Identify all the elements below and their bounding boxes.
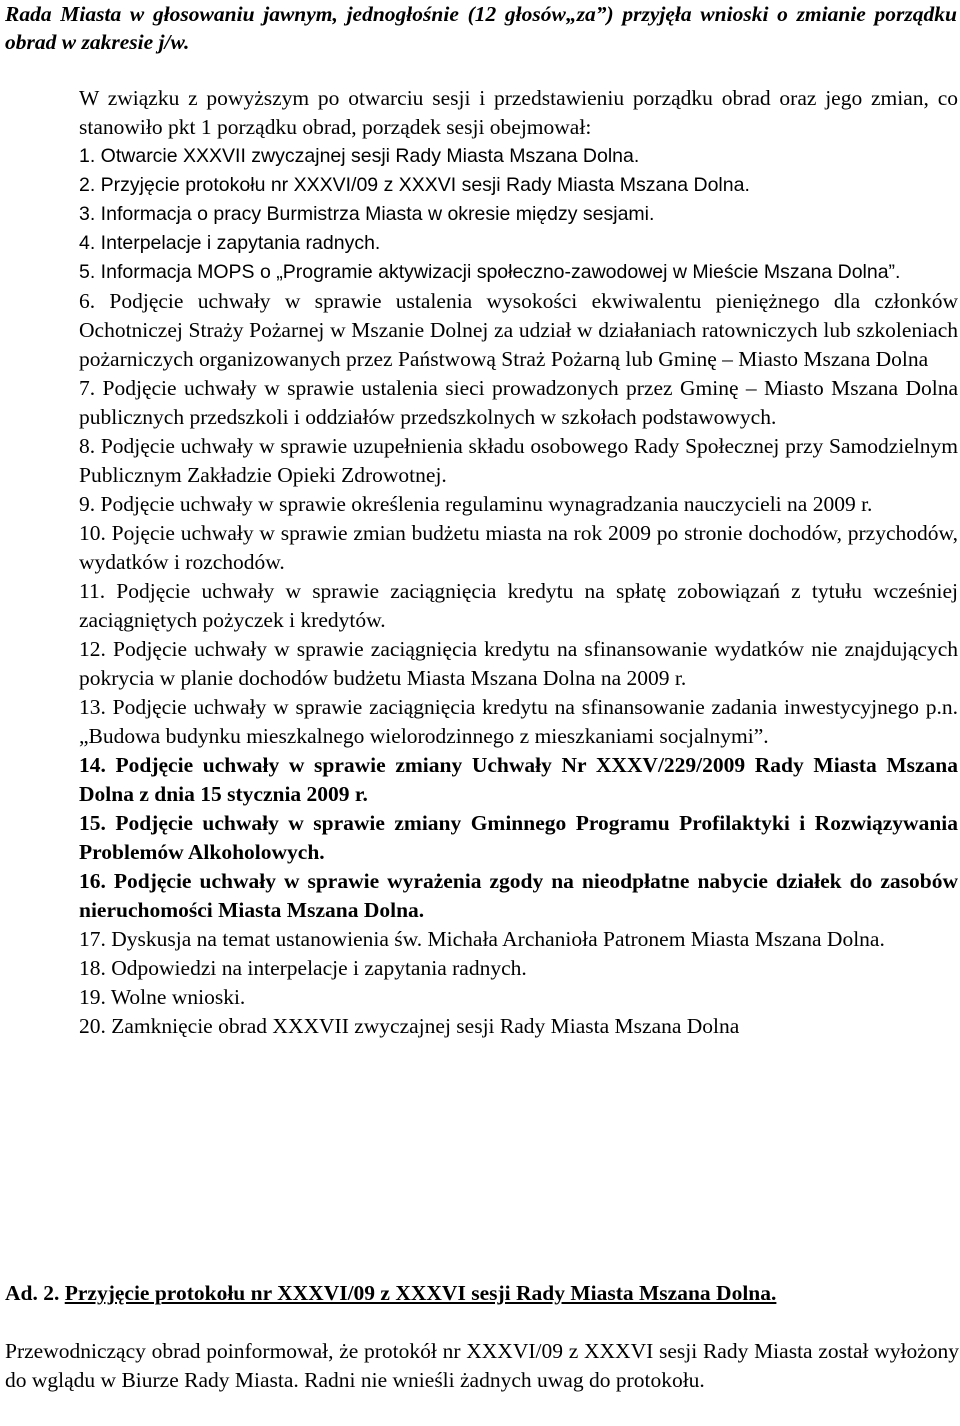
agenda-item: 7. Podjęcie uchwały w sprawie ustalenia sieci prowadzonych przez Gminę – Miasto Mszana Dolna publicznych przedszkoli i oddziałów przedszkolnych w szkołach podstawowych. bbox=[79, 376, 958, 429]
agenda-item: 10. Pojęcie uchwały w sprawie zmian budżetu miasta na rok 2009 po stronie dochodów, przychodów, wydatków i rozchodów. bbox=[79, 521, 958, 574]
section-heading bbox=[5, 1279, 957, 1308]
agenda-item: 19. Wolne wnioski. bbox=[79, 985, 246, 1009]
agenda-item: 4. Interpelacje i zapytania radnych. bbox=[79, 232, 381, 254]
agenda-item: 18. Odpowiedzi na interpelacje i zapytania radnych. bbox=[79, 956, 527, 980]
agenda-item: 12. Podjęcie uchwały w sprawie zaciągnięcia kredytu na sfinansowanie wydatków nie znajdujących pokrycia w planie dochodów budżetu Miasta Mszana Dolna na 2009 r. bbox=[79, 637, 958, 690]
section-title: Przyjęcie protokołu nr XXXVI/09 z XXXVI sesji Rady Miasta Mszana Dolna. bbox=[64, 1281, 777, 1305]
agenda-item: 11. Podjęcie uchwały w sprawie zaciągnięcia kredytu na spłatę zobowiązań z tytułu wcześniej zaciągniętych pożyczek i kredytów. bbox=[79, 579, 958, 632]
agenda-item: 6. Podjęcie uchwały w sprawie ustalenia wysokości ekwiwalentu pieniężnego dla członków Ochotniczej Straży Pożarnej w Mszanie Dolnej za udział w działaniach ratowniczych lub szkoleniach pożarniczych organizowanych przez Państwową Straż Pożarną lub Gminę – Miasto Mszana Dolna bbox=[79, 289, 958, 371]
intro-paragraph: Rada Miasta w głosowaniu jawnym, jednogłośnie (12 głosów„za”) przyjęła wnioski o zmianie porządku obrad w zakresie j/w. bbox=[5, 2, 957, 54]
agenda-item: 5. Informacja MOPS o „Programie aktywizacji społeczno-zawodowej w Mieście Mszana Dolna”. bbox=[79, 261, 901, 283]
agenda-section bbox=[79, 84, 958, 1041]
agenda-item: 20. Zamknięcie obrad XXXVII zwyczajnej sesji Rady Miasta Mszana Dolna bbox=[79, 1014, 740, 1038]
agenda-item: 3. Informacja o pracy Burmistrza Miasta w okresie między sesjami. bbox=[79, 203, 655, 225]
agenda-lead: W związku z powyższym po otwarciu sesji i przedstawieniu porządku obrad oraz jego zmian, co stanowiło pkt 1 porządku obrad, porządek sesji obejmował: bbox=[79, 86, 958, 139]
body-paragraph: Przewodniczący obrad poinformował, że protokół nr XXXVI/09 z XXXVI sesji Rady Miasta został wyłożony do wglądu w Biurze Rady Miasta. Radni nie wnieśli żadnych uwag do protokołu. bbox=[5, 1339, 959, 1392]
agenda-item: 15. Podjęcie uchwały w sprawie zmiany Gminnego Programu Profilaktyki i Rozwiązywania Problemów Alkoholowych. bbox=[79, 811, 958, 864]
agenda-item: 14. Podjęcie uchwały w sprawie zmiany Uchwały Nr XXXV/229/2009 Rady Miasta Mszana Dolna z dnia 15 stycznia 2009 r. bbox=[79, 753, 958, 806]
agenda-item: 8. Podjęcie uchwały w sprawie uzupełnienia składu osobowego Rady Społecznej przy Samodzielnym Publicznym Zakładzie Opieki Zdrowotnej. bbox=[79, 434, 958, 487]
agenda-item: 1. Otwarcie XXXVII zwyczajnej sesji Rady Miasta Mszana Dolna. bbox=[79, 145, 640, 167]
agenda-item: 13. Podjęcie uchwały w sprawie zaciągnięcia kredytu na sfinansowanie zadania inwestycyjnego p.n. „Budowa budynku mieszkalnego wielorodzinnego z mieszkaniami socjalnymi”. bbox=[79, 695, 958, 748]
agenda-item: 9. Podjęcie uchwały w sprawie określenia regulaminu wynagradzania nauczycieli na 2009 r. bbox=[79, 492, 873, 516]
agenda-item: 2. Przyjęcie protokołu nr XXXVI/09 z XXXVI sesji Rady Miasta Mszana Dolna. bbox=[79, 174, 750, 196]
agenda-item: 16. Podjęcie uchwały w sprawie wyrażenia zgody na nieodpłatne nabycie działek do zasobów nieruchomości Miasta Mszana Dolna. bbox=[79, 869, 958, 922]
section-number: Ad. 2. bbox=[5, 1281, 60, 1305]
agenda-item: 17. Dyskusja na temat ustanowienia św. Michała Archanioła Patronem Miasta Mszana Dolna. bbox=[79, 927, 885, 951]
